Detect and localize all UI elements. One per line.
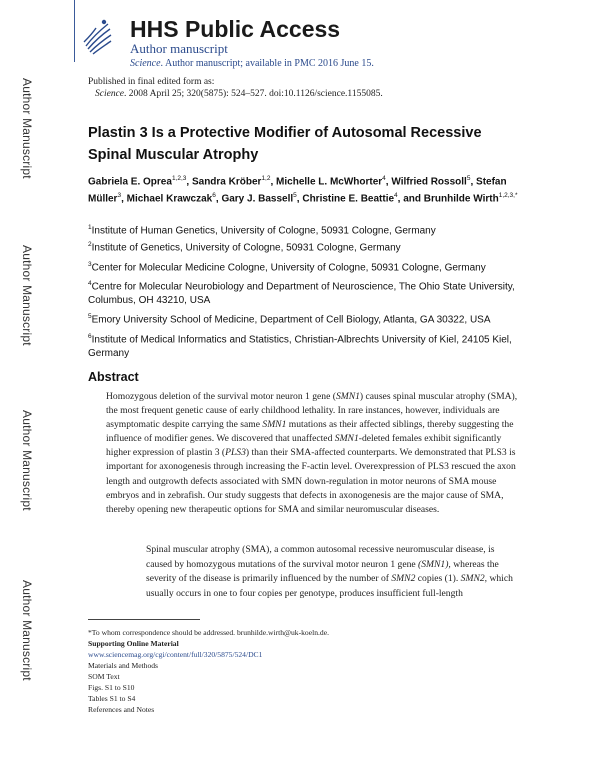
author: Sandra Kröber: [191, 176, 262, 188]
abstract-heading: Abstract: [88, 370, 139, 384]
supporting-item: Tables S1 to S4: [88, 694, 136, 703]
author-sup: 5: [466, 175, 471, 182]
author: Brunhilde Wirth: [423, 193, 499, 205]
affiliation: [88, 221, 518, 238]
affiliation: [88, 238, 518, 255]
abstract-segment: -deleted females exhibit significantly higher expression of plastin 3 (: [106, 433, 502, 459]
affiliation-number: 3: [88, 261, 92, 268]
body-segment: whereas the severity of the disease is primarily influenced by the number of: [146, 558, 499, 584]
affiliation-number: 1: [88, 224, 92, 231]
affiliation-text: Institute of Genetics, University of Cologne, 50931 Cologne, Germany: [91, 242, 401, 254]
body-segment: which usually occurs in one to four copies per genotype, produces insufficient full-length: [146, 573, 513, 599]
left-margin: [0, 0, 48, 776]
body-segment: copies (1).: [415, 573, 461, 584]
affiliation: [88, 310, 518, 327]
abstract-segment: Homozygous deletion of the survival motor neuron 1 gene (: [106, 391, 336, 402]
affiliation-number: 2: [88, 241, 92, 248]
affiliation: [88, 258, 518, 275]
affiliation-number: 4: [88, 280, 92, 287]
supporting-material-heading: Supporting Online Material: [88, 639, 179, 648]
citation-journal: Science: [95, 89, 125, 99]
affiliation-number: 6: [88, 333, 92, 340]
side-label-author-manuscript: Author Manuscript: [20, 77, 34, 179]
author: Gary J. Bassell: [221, 193, 294, 205]
journal-name: Science: [130, 58, 161, 69]
author-sup: 1,2,3,*: [498, 192, 518, 200]
author: Michelle L. McWhorter: [276, 176, 383, 188]
abstract-segment: ) than their SMA-affected counterparts. We demonstrated that PLS3 is important for axonogenesis through increasing the F-actin level. Overexpression of PLS3 rescued the axon length and outgrowth defects associated with SMN down-regulation in motor neurons of SMA mouse embryos and in zebrafish. Our study suggests that defects in axonogenesis are the major cause of SMA, thereby opening new therapeutic options for SMA and similar neuromuscular diseases.: [106, 447, 516, 515]
affiliation: [88, 330, 518, 360]
side-label-author-manuscript: Author Manuscript: [20, 409, 34, 511]
gene-name: SMN2: [391, 573, 416, 584]
author: Wilfried Rossoll: [391, 176, 467, 188]
side-label-author-manuscript: Author Manuscript: [20, 244, 34, 346]
author-sup: 1,2: [261, 175, 271, 182]
supporting-item: Figs. S1 to S10: [88, 683, 135, 692]
gene-name: SMN2,: [460, 573, 488, 584]
author: Stefan Müller: [88, 176, 507, 205]
affiliation-text: Institute of Medical Informatics and Statistics, Christian-Albrechts University of Kiel, 24105 Kiel, Germany: [88, 334, 512, 359]
supporting-item: Materials and Methods: [88, 661, 159, 670]
gene-name: (SMN1),: [418, 558, 451, 570]
supporting-material-link[interactable]: www.sciencemag.org/cgi/content/full/320/5875/524/DC1: [88, 650, 263, 659]
supporting-item: References and Notes: [88, 705, 155, 714]
author-sup: 4: [394, 192, 398, 200]
affiliation: [88, 277, 518, 307]
abstract-segment: mutations as their affected siblings, thereby suggesting the influence of modifier genes. We discovered that unaffected: [106, 419, 514, 445]
affiliation-text: Emory University School of Medicine, Department of Cell Biology, Atlanta, GA 30322, USA: [91, 314, 491, 326]
hhs-subtitle: Author manuscript: [130, 41, 228, 56]
abstract-segment: ) causes spinal muscular atrophy (SMA), the most frequent genetic cause of early childhood lethality. In rare instances, however, individuals are asymptomatic despite carrying the same: [106, 391, 518, 431]
gene-name: SMN1: [335, 391, 360, 402]
availability-text: . Author manuscript; available in PMC 2016 June 15.: [160, 58, 374, 69]
published-label: Published in final edited form as:: [88, 77, 215, 87]
citation: [95, 89, 383, 99]
footnote-divider: [88, 619, 200, 620]
gene-name: PLS3: [225, 447, 246, 459]
hhs-eagle-logo-icon: [80, 16, 116, 60]
supporting-item: SOM Text: [88, 672, 120, 681]
hhs-title: HHS Public Access: [130, 16, 341, 42]
hhs-availability-note: [130, 58, 374, 69]
author-sup: 4: [382, 175, 386, 182]
author: Michael Krawczak: [126, 193, 213, 205]
side-label-author-manuscript: Author Manuscript: [20, 579, 34, 681]
author: Gabriela E. Oprea: [88, 176, 172, 188]
author-sup: 6: [212, 192, 216, 200]
author-sup: 3: [117, 192, 122, 200]
author-sup: 1,2,3: [171, 175, 187, 182]
header-divider: [74, 0, 75, 62]
author-list: Gabriela E. Oprea$^{1,2,3}$, Sandra Kröber$^{1,2}$, Michelle L. McWhorter$^4$, Wilfried Rossoll$^5$, Stefan Müller$^3$, Michael Krawczak$^6$, Gary J. Bassell$^5$, Christine E. Beattie$^4$, and Brunhilde Wirth$^{1,2,3,*}$: [88, 175, 518, 205]
citation-details: . 2008 April 25; 320(5875): 524–527. doi:10.1126/science.1155085.: [124, 89, 383, 99]
correspondence-footnote: *To whom correspondence should be addressed. brunhilde.wirth@uk-koeln.de.: [88, 628, 329, 637]
affiliation-text: Institute of Human Genetics, University of Cologne, 50931 Cologne, Germany: [91, 225, 436, 237]
affiliation-text: Centre for Molecular Neurobiology and Department of Neuroscience, The Ohio State University, Columbus, OH 43210, USA: [88, 281, 515, 306]
author-sup: 5: [293, 192, 297, 200]
body-paragraph: [146, 543, 518, 601]
gene-name: SMN1: [334, 433, 359, 445]
gene-name: SMN1: [262, 419, 287, 431]
affiliation-text: Center for Molecular Medicine Cologne, University of Cologne, 50931 Cologne, Germany: [91, 262, 486, 274]
author: Christine E. Beattie: [302, 193, 395, 205]
abstract-text: [106, 390, 518, 517]
article-title: Plastin 3 Is a Protective Modifier of Autosomal Recessive Spinal Muscular Atrophy: [88, 125, 482, 163]
affiliation-number: 5: [88, 313, 92, 320]
body-segment: Spinal muscular atrophy (SMA), a common autosomal recessive neuromuscular disease, is caused by homozygous mutations of the survival motor neuron 1 gene: [146, 544, 495, 570]
